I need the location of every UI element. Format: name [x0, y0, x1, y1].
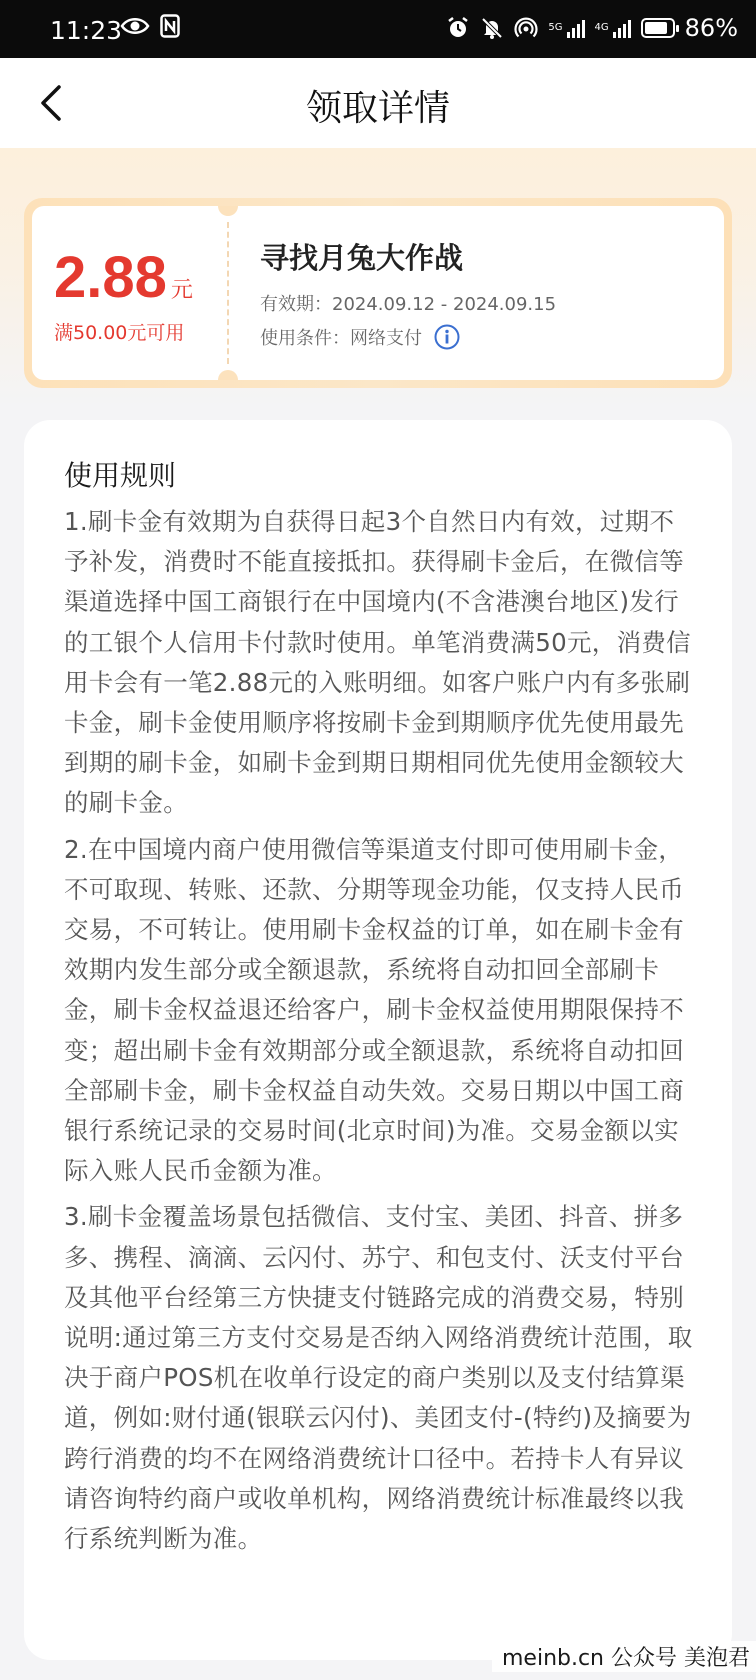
nav-bar [0, 58, 756, 148]
eye-icon [120, 15, 150, 37]
page-title: 领取详情 [305, 88, 450, 129]
rules-body [64, 502, 696, 1565]
info-icon[interactable] [434, 324, 460, 350]
coupon-condition-row [260, 324, 460, 350]
coupon-divider [227, 222, 229, 364]
coupon-detail-section [260, 206, 724, 380]
signal-5g-icon [567, 18, 585, 38]
coupon-amount-value: 2.88 [54, 245, 167, 310]
coupon-title: 寻找月兔大作战 [260, 241, 464, 275]
mute-icon [480, 16, 504, 40]
coupon-condition: 使用条件：网络支付 [260, 328, 422, 349]
coupon-amount-section [32, 206, 228, 380]
nfc-icon [160, 14, 180, 38]
coupon-amount-unit: 元 [170, 278, 193, 303]
rule-paragraph-3: 3.刷卡金覆盖场景包括微信、支付宝、美团、抖音、拼多多、携程、滴滴、云闪付、苏宁、和包支付、沃支付平台及其他平台经第三方快捷支付链路完成的消费交易，特别说明:通过第三方支付交易是否纳入网络消费统计范围，取决于商户POS机在收单行设定的商户类别以及支付结算渠道，例如:财付通(银联云闪付)、美团支付-(特约)及摘要为跨行消费的均不在网络消费统计口径中。若持卡人有异议请咨询特约商户或收单机构，网络消费统计标准最终以我行系统判断为准。 [64, 1202, 693, 1554]
rules-card [24, 420, 732, 1660]
status-right-icons [446, 14, 738, 42]
coupon-threshold: 满50.00元可用 [54, 322, 185, 344]
status-left-icons [120, 14, 180, 38]
watermark: meinb.cn 公众号 美泡君 [492, 1641, 756, 1672]
coupon-inner [32, 206, 724, 380]
battery-icon [641, 18, 675, 38]
rule-paragraph-1: 1.刷卡金有效期为自获得日起3个自然日内有效，过期不予补发，消费时不能直接抵扣。获得刷卡金后，在微信等渠道选择中国工商银行在中国境内(不含港澳台地区)发行的工银个人信用卡付款时使用。单笔消费满50元，消费信用卡会有一笔2.88元的入账明细。如客户账户内有多张刷卡金，刷卡金使用顺序将按刷卡金到期顺序优先使用最先到期的刷卡金，如刷卡金到期日期相同优先使用金额较大的刷卡金。 [64, 507, 691, 818]
rule-paragraph-2: 2.在中国境内商户使用微信等渠道支付即可使用刷卡金，不可取现、转账、还款、分期等现金功能，仅支持人民币交易，不可转让。使用刷卡金权益的订单，如在刷卡金有效期内发生部分或全额退款，系统将自动扣回全部刷卡金，刷卡金权益退还给客户，刷卡金权益使用期限保持不变；超出刷卡金有效期部分或全额退款，系统将自动扣回全部刷卡金，刷卡金权益自动失效。交易日期以中国工商银行系统记录的交易时间(北京时间)为准。交易金额以实际入账人民币金额为准。 [64, 834, 684, 1186]
signal-4g-icon [613, 18, 631, 38]
net-4g-badge: 4G [594, 22, 609, 33]
coupon-amount [54, 244, 193, 311]
coupon-card [24, 198, 732, 388]
alarm-icon [446, 16, 470, 40]
status-time: 11:23 [50, 16, 123, 45]
hotspot-icon [514, 16, 538, 40]
rules-title: 使用规则 [64, 459, 177, 492]
coupon-validity: 有效期：2024.09.12 - 2024.09.15 [260, 294, 557, 315]
status-bar [0, 0, 756, 58]
battery-percent: 86% [684, 14, 738, 42]
net-5g-badge: 5G [548, 22, 563, 33]
